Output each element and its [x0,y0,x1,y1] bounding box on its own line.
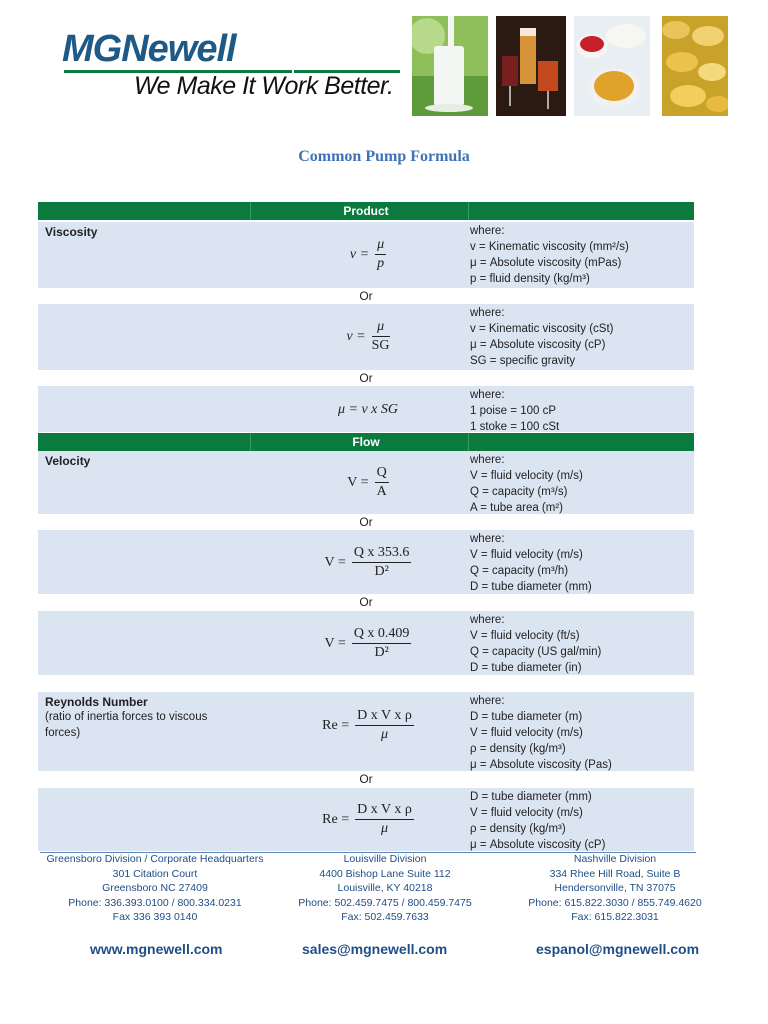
definition: where: [470,389,505,401]
phone-line: Phone: 336.393.0100 / 800.334.0231 [68,896,242,909]
formula-denominator: SG [371,338,390,353]
formula-denominator: μ [380,727,388,742]
formula-numerator: D x V x ρ [355,802,414,820]
address-line: 334 Rhee Hill Road, Suite B [549,867,681,880]
fax-line: Fax: 615.822.3031 [571,911,659,923]
division-name: Louisville Division [343,853,427,865]
definition: ρ = density (kg/m³) [470,743,566,755]
definition: D = tube diameter (mm) [470,791,592,803]
row-sublabel: (ratio of inertia forces to viscous forces) [45,711,208,739]
formula: μ = v x SG [337,402,398,417]
definition: v = Kinematic viscosity (cSt) [470,323,614,335]
capsules-photo [662,16,728,116]
formula-denominator: A [376,484,387,499]
division-name: Nashville Division [573,853,657,865]
definition: μ = Absolute viscosity (cP) [470,339,606,351]
definition: D = tube diameter (m) [470,711,583,723]
definition: A = tube area (m²) [470,502,563,514]
section-header-flow [38,433,694,451]
definition: where: [470,307,505,319]
variable-definitions [470,305,613,369]
definition: Q = capacity (m³/s) [470,486,568,498]
column-divider [250,433,251,451]
formula-numerator: Q x 353.6 [352,545,412,563]
definition: D = tube diameter (mm) [470,581,592,593]
variable-definitions [470,612,601,676]
definition: p = fluid density (kg/m³) [470,273,590,285]
address-line: 4400 Bishop Lane Suite 112 [319,867,451,880]
formula-lhs: Re = [322,811,350,827]
formula-numerator: D x V x ρ [355,708,414,726]
definition: where: [470,533,505,545]
milk-photo [412,16,488,116]
formula-denominator: p [377,256,385,271]
or-separator: Or [359,371,373,385]
definition: ρ = density (kg/m³) [470,823,566,835]
section-title: Flow [352,435,380,449]
address-line: Hendersonville, TN 37075 [554,882,676,894]
division-name: Greensboro Division / Corporate Headquarters [46,853,264,865]
beverages-photo [496,16,572,116]
footer-louisville [270,852,500,925]
definition: where: [470,225,505,237]
formula [268,802,468,837]
formula-lhs: v = [349,246,370,262]
formula-lhs: V = [324,554,346,570]
espanol-email-link[interactable]: espanol@mgnewell.com [536,941,700,957]
formula-row-reynolds-1 [38,692,694,771]
formula [268,319,468,354]
formula-row-velocity-1 [38,451,694,514]
formula-row-viscosity-1 [38,222,694,288]
variable-definitions [470,531,592,595]
formula-lhs: V = [347,474,369,490]
variable-definitions [470,789,605,853]
definition: where: [470,614,505,626]
formula-lhs: v = [346,328,366,344]
or-separator: Or [359,772,373,786]
row-label: Viscosity [45,225,98,239]
definition: Q = capacity (m³/h) [470,565,569,577]
phone-line: Phone: 615.822.3030 / 855.749.4620 [528,896,702,909]
fax-line: Fax 336 393 0140 [112,911,198,923]
logo-tagline: We Make It Work Better. [134,72,394,100]
address-line: Greensboro NC 27409 [102,882,208,894]
row-label: Velocity [45,454,91,468]
formula [268,237,468,272]
formula-row-viscosity-2 [38,304,694,370]
formula [268,465,468,500]
definition: μ = Absolute viscosity (Pas) [470,759,612,771]
definition: V = fluid velocity (m/s) [470,807,583,819]
sales-email-link[interactable]: sales@mgnewell.com [302,941,448,957]
phone-line: Phone: 502.459.7475 / 800.459.7475 [298,896,472,909]
definition: 1 stoke = 100 cSt [470,421,560,433]
column-divider [250,202,251,220]
formula-lhs: V = [324,635,346,651]
section-header-product [38,202,694,220]
definition: v = Kinematic viscosity (mm²/s) [470,241,629,253]
formula-row-viscosity-3 [38,386,694,432]
sauces-photo [574,16,650,116]
definition: where: [470,695,505,707]
definition: SG = specific gravity [470,355,576,367]
formula-row-reynolds-2 [38,788,694,851]
definition: μ = Absolute viscosity (mPas) [470,257,622,269]
formula-numerator: Q x 0.409 [352,626,412,644]
variable-definitions [470,452,583,516]
formula-numerator: μ [375,237,386,255]
definition: 1 poise = 100 cP [470,405,556,417]
website-link[interactable]: www.mgnewell.com [90,941,223,957]
variable-definitions [470,693,612,773]
logo-wordmark: MGNewell [62,28,236,70]
address-line: 301 Citation Court [112,867,198,880]
definition: μ = Absolute viscosity (cP) [470,839,606,851]
definition: Q = capacity (US gal/min) [470,646,602,658]
formula-denominator: μ [380,821,388,836]
footer-greensboro [40,852,270,925]
formula-row-velocity-3 [38,611,694,675]
formula-denominator: D² [374,645,389,660]
or-separator: Or [359,289,373,303]
definition: V = fluid velocity (m/s) [470,727,583,739]
definition: V = fluid velocity (m/s) [470,470,583,482]
formula-numerator: μ [372,319,390,337]
definition: V = fluid velocity (m/s) [470,549,583,561]
section-title: Product [343,204,389,218]
formula-denominator: D² [374,564,389,579]
fax-line: Fax: 502.459.7633 [341,911,429,923]
formula [268,708,468,743]
footer-nashville [500,852,730,925]
column-divider [468,433,469,451]
definition: where: [470,454,505,466]
definition: D = tube diameter (in) [470,662,582,674]
formula-numerator: Q [375,465,389,483]
formula-lhs: Re = [322,717,350,733]
or-separator: Or [359,595,373,609]
formula [268,545,468,580]
column-divider [468,202,469,220]
variable-definitions [470,223,629,287]
definition: V = fluid velocity (ft/s) [470,630,580,642]
row-label: Reynolds Number (ratio of inertia forces to viscous forces) [45,695,225,741]
or-separator: Or [359,515,373,529]
formula [268,626,468,661]
formula-row-velocity-2 [38,530,694,594]
address-line: Louisville, KY 40218 [337,882,433,894]
company-logo [62,28,412,108]
document-title: Common Pump Formula [298,148,470,165]
variable-definitions [470,387,559,435]
